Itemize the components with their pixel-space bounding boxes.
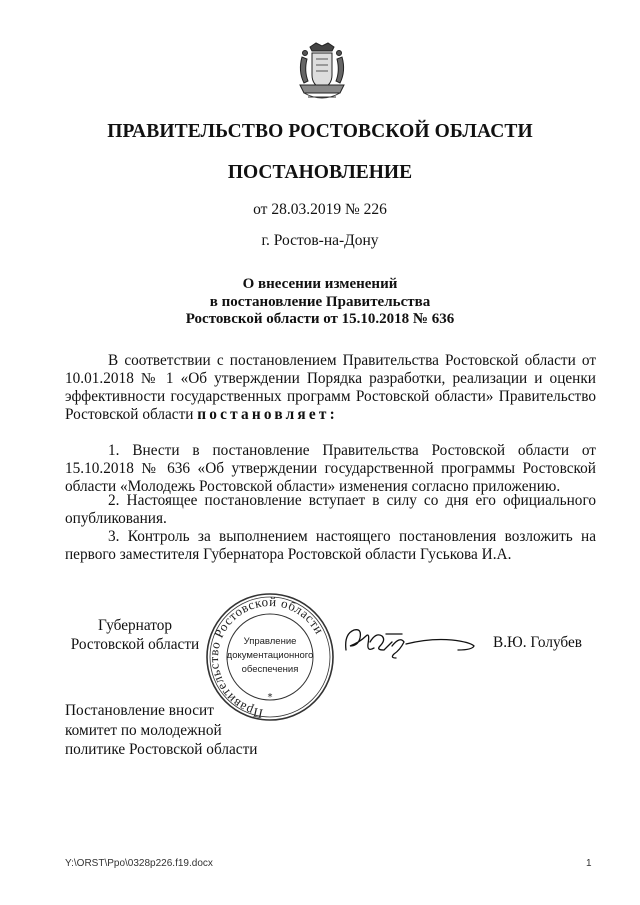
stamp-outer-text: Правительство Ростовской области xyxy=(205,593,328,722)
preamble-text: В соответствии с постановлением Правительства Ростовской области от 10.01.2018 № 1 «Об утверждении Порядка разработки, реализации и оценки эффективности государственных программ Ростовской области» Правительство Ростовской области xyxy=(65,352,596,423)
stamp-inner-line: обеспечения xyxy=(241,664,299,675)
document-type: ПОСТАНОВЛЕНИЕ xyxy=(227,162,413,183)
signatory-title-line: Губернатор xyxy=(97,617,173,634)
footer-file-path: Y:\ORST\Ppo\0328p226.f19.docx xyxy=(65,858,213,869)
item-text: 3. Контроль за выполнением настоящего постановления возложить на первого заместителя Губернатора Ростовской области Гуськова И.А. xyxy=(65,528,596,563)
preamble-paragraph xyxy=(65,352,596,424)
stamp-inner-line: документационного xyxy=(226,650,314,661)
stamp-inner-line: Управление xyxy=(243,636,297,647)
submitter-line: Постановление вносит xyxy=(65,702,214,719)
signatory-title-line: Ростовской области xyxy=(70,636,200,653)
item-text: 2. Настоящее постановление вступает в силу со дня его официального опубликования. xyxy=(65,492,596,527)
decree-item-2 xyxy=(65,492,596,528)
subject-line: Ростовской области от 15.10.2018 № 636 xyxy=(185,311,455,327)
coat-of-arms-icon xyxy=(294,37,350,107)
subject-line: О внесении изменений xyxy=(242,276,398,292)
submitter-line: комитет по молодежной xyxy=(65,721,222,739)
submitter-line: политике Ростовской области xyxy=(65,741,258,758)
handwritten-signature-icon xyxy=(340,620,480,662)
city: г. Ростов-на-Дону xyxy=(261,232,379,249)
decree-item-3 xyxy=(65,528,596,564)
page-number: 1 xyxy=(586,858,592,869)
stamp-star-icon: * xyxy=(267,692,273,703)
decree-item-1 xyxy=(65,442,596,496)
government-name: ПРАВИТЕЛЬСТВО РОСТОВСКОЙ ОБЛАСТИ xyxy=(107,121,533,142)
subject-line: в постановление Правительства xyxy=(209,293,431,310)
document-subject xyxy=(0,276,640,329)
decrees-word: постановляет: xyxy=(197,406,338,423)
signatory-name: В.Ю. Голубев xyxy=(493,634,583,651)
item-text: 1. Внести в постановление Правительства Ростовской области от 15.10.2018 № 636 «Об утверждении государственной программы Ростовской области «Молодежь Ростовской области» изменения согласно приложению. xyxy=(65,442,596,495)
date-number: от 28.03.2019 № 226 xyxy=(253,201,387,218)
submitter-note xyxy=(65,701,257,760)
signatory-title xyxy=(65,616,205,654)
